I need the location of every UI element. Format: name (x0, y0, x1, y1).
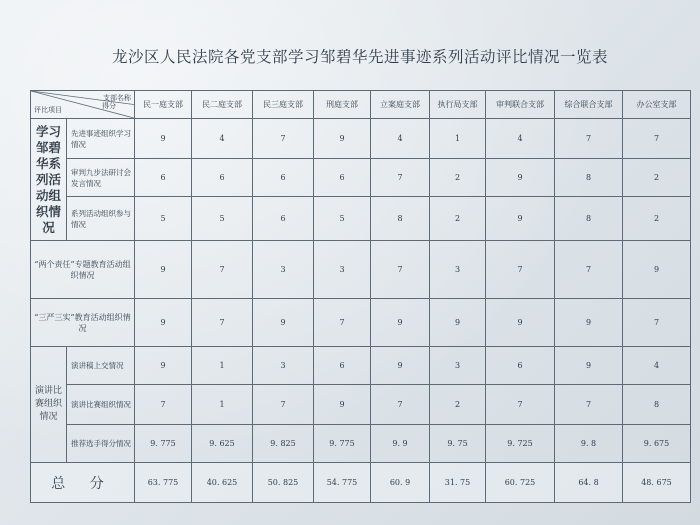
table-row (31, 119, 691, 159)
score-cell: 4 (623, 347, 691, 385)
score-cell: 9. 825 (253, 425, 314, 463)
sub-item-label: 系列活动组织参与情况 (67, 197, 135, 241)
score-cell: 7 (555, 119, 623, 159)
table-row (31, 159, 691, 197)
score-cell: 5 (314, 197, 371, 241)
score-cell: 7 (623, 119, 691, 159)
score-cell: 3 (253, 241, 314, 299)
score-cell: 8 (623, 385, 691, 425)
total-cell: 60. 725 (486, 463, 555, 503)
score-cell: 9 (555, 347, 623, 385)
total-row (31, 463, 691, 503)
score-cell: 4 (486, 119, 555, 159)
score-cell: 9. 775 (314, 425, 371, 463)
score-cell: 6 (192, 159, 253, 197)
score-table (30, 90, 691, 503)
score-cell: 5 (192, 197, 253, 241)
column-header: 民二庭支部 (192, 91, 253, 119)
table-row (31, 425, 691, 463)
score-cell: 7 (555, 385, 623, 425)
total-cell: 48. 675 (623, 463, 691, 503)
score-cell: 7 (486, 241, 555, 299)
score-cell: 6 (314, 159, 371, 197)
total-cell: 50. 825 (253, 463, 314, 503)
score-cell: 9. 675 (623, 425, 691, 463)
score-cell: 9. 625 (192, 425, 253, 463)
score-cell: 9 (314, 385, 371, 425)
total-cell: 63. 775 (135, 463, 192, 503)
score-cell: 7 (253, 119, 314, 159)
score-cell: 7 (253, 385, 314, 425)
score-cell: 2 (623, 159, 691, 197)
total-label: 总 分 (31, 463, 135, 503)
total-cell: 60. 9 (371, 463, 430, 503)
sub-item-label: 先进事迹组织学习情况 (67, 119, 135, 159)
table-row (31, 299, 691, 347)
total-cell: 64. 8 (555, 463, 623, 503)
category-label: “两个责任”专题教育活动组织情况 (31, 241, 135, 299)
score-cell: 9 (135, 299, 192, 347)
score-cell: 7 (623, 299, 691, 347)
score-cell: 3 (314, 241, 371, 299)
score-cell: 9 (623, 241, 691, 299)
sub-item-label: 演讲稿上交情况 (67, 347, 135, 385)
score-cell: 7 (371, 159, 430, 197)
sub-item-label: 演讲比赛组织情况 (67, 385, 135, 425)
score-cell: 7 (371, 241, 430, 299)
corner-header-cell (31, 91, 135, 119)
score-cell: 3 (253, 347, 314, 385)
score-cell: 7 (192, 299, 253, 347)
score-cell: 7 (371, 385, 430, 425)
score-cell: 6 (135, 159, 192, 197)
score-cell: 1 (430, 119, 486, 159)
score-cell: 8 (371, 197, 430, 241)
score-cell: 2 (623, 197, 691, 241)
category-label: 演讲比赛组织情况 (31, 347, 67, 463)
score-cell: 9. 775 (135, 425, 192, 463)
score-cell: 1 (192, 347, 253, 385)
score-cell: 7 (555, 241, 623, 299)
sub-item-label: 推荐选手得分情况 (67, 425, 135, 463)
score-cell: 6 (253, 197, 314, 241)
column-header: 民一庭支部 (135, 91, 192, 119)
score-cell: 5 (135, 197, 192, 241)
sub-item-label: 审判九步法研讨会发言情况 (67, 159, 135, 197)
score-cell: 9 (371, 347, 430, 385)
score-cell: 4 (192, 119, 253, 159)
header-row (31, 91, 691, 119)
score-cell: 9 (555, 299, 623, 347)
score-cell: 3 (430, 241, 486, 299)
score-cell: 7 (192, 241, 253, 299)
score-cell: 2 (430, 197, 486, 241)
score-cell: 7 (314, 299, 371, 347)
corner-label-item: 评比项目 (34, 106, 62, 114)
score-cell: 9 (486, 299, 555, 347)
category-label: “三严三实”教育活动组织情况 (31, 299, 135, 347)
total-cell: 40. 625 (192, 463, 253, 503)
category-label: 学习邹碧华系列活动组织情况 (31, 119, 67, 241)
score-cell: 9 (253, 299, 314, 347)
score-cell: 9 (430, 299, 486, 347)
corner-label-score: 得分 (102, 102, 116, 110)
table-row (31, 385, 691, 425)
column-header: 审判联合支部 (486, 91, 555, 119)
score-cell: 9. 75 (430, 425, 486, 463)
table-row (31, 197, 691, 241)
score-cell: 1 (192, 385, 253, 425)
score-cell: 9 (371, 299, 430, 347)
page-title: 龙沙区人民法院各党支部学习邹碧华先进事迹系列活动评比情况一览表 (111, 48, 608, 66)
score-cell: 6 (253, 159, 314, 197)
column-header: 立案庭支部 (371, 91, 430, 119)
score-cell: 7 (135, 385, 192, 425)
score-cell: 9 (486, 197, 555, 241)
column-header: 刑庭支部 (314, 91, 371, 119)
score-cell: 2 (430, 159, 486, 197)
score-cell: 9 (135, 119, 192, 159)
total-cell: 54. 775 (314, 463, 371, 503)
score-cell: 9 (486, 159, 555, 197)
column-header: 执行局支部 (430, 91, 486, 119)
column-header: 综合联合支部 (555, 91, 623, 119)
score-cell: 9. 8 (555, 425, 623, 463)
score-cell: 9 (314, 119, 371, 159)
score-cell: 8 (555, 197, 623, 241)
score-cell: 9 (135, 241, 192, 299)
score-cell: 3 (430, 347, 486, 385)
score-cell: 9. 9 (371, 425, 430, 463)
score-cell: 9 (135, 347, 192, 385)
score-cell: 9. 725 (486, 425, 555, 463)
score-cell: 6 (486, 347, 555, 385)
score-cell: 2 (430, 385, 486, 425)
column-header: 民三庭支部 (253, 91, 314, 119)
table-row (31, 241, 691, 299)
score-cell: 6 (314, 347, 371, 385)
column-header: 办公室支部 (623, 91, 691, 119)
corner-label-branch: 支部名称 (103, 94, 131, 102)
score-cell: 7 (486, 385, 555, 425)
score-cell: 4 (371, 119, 430, 159)
table-row (31, 347, 691, 385)
total-cell: 31. 75 (430, 463, 486, 503)
score-cell: 8 (555, 159, 623, 197)
